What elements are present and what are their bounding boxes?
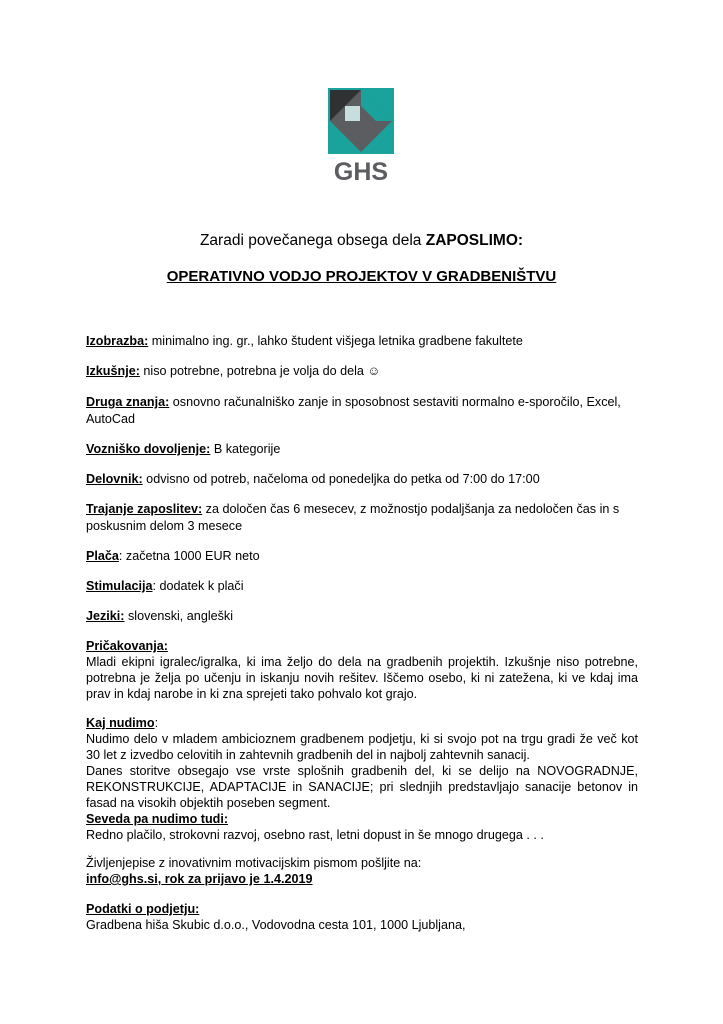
section-izkusnje [86,363,638,379]
label-trajanje: Trajanje zaposlitev: [86,502,203,516]
label-seveda: Seveda pa nudimo tudi: [86,812,229,826]
section-zivljenjepis [86,855,638,887]
label-jeziki: Jeziki: [86,609,125,623]
text-pricakovanja: Mladi ekipni igralec/igralka, ki ima željo do dela na gradbenih projektih. Izkušnje niso potrebne, potrebna je želja po učenju in iskanju novih rešitev. Iščemo osebo, ki ni zatežena, ki ve kdaj ima prav in kdaj narobe in ki zna sprejeti tako pohvalo kot grajo. [86,655,638,701]
text-trajanje: za določen čas 6 mesecev, z možnostjo podaljšanja za nedoločen čas in s poskusnim delom 3 mesece [86,502,620,533]
headline-intro: Zaradi povečanega obsega dela [199,232,426,249]
text-jeziki: slovenski, angleški [124,609,234,623]
section-trajanje [86,501,638,535]
label-delovnik: Delovnik: [86,472,143,486]
text-placa: : začetna 1000 EUR neto [118,549,260,563]
section-placa [86,548,638,564]
label-podatki: Podatki o podjetju: [86,902,200,916]
section-delovnik [86,471,638,487]
text-zivljenjepis: Življenjepise z inovativnim motivacijskim pismom pošljite na: [86,856,422,870]
section-izobrazba [86,333,638,349]
deadline-text: rok za prijavo je 1.4.2019 [161,872,313,886]
text-seveda: Redno plačilo, strokovni razvoj, osebno rast, letni dopust in še mnogo drugega . . . [86,828,544,842]
text-izkusnje: niso potrebne, potrebna je volja do dela ☺ [139,364,381,378]
section-vozniško [86,441,638,457]
separator: , [157,872,162,886]
job-title: OPERATIVNO VODJO PROJEKTOV V GRADBENIŠTVU [166,268,557,285]
section-druga-znanja [86,394,638,428]
section-jeziki [86,608,638,624]
text-kaj-nudimo-p2: Danes storitve obsegajo vse vrste splošnih gradbenih del, ki se delijo na NOVOGRADNJE, REKONSTRUKCIJE, ADAPTACIJE in SANACIJE; pri slednjih predstavljajo sanacije betonov in fasad na visokih objektih poseben segment. [86,764,638,810]
label-pricakovanja: Pričakovanja: [86,639,168,653]
text-delovnik: odvisno od potreb, načeloma od ponedeljka do petka od 7:00 do 17:00 [142,472,540,486]
label-vozniško: Vozniško dovoljenje: [86,442,211,456]
label-druga-znanja: Druga znanja: [86,395,170,409]
label-kaj-nudimo-colon: : [154,716,159,730]
text-stimulacija: : dodatek k plači [152,579,244,593]
text-vozniško: B kategorije [210,442,281,456]
text-kaj-nudimo-p1: Nudimo delo v mladem ambicioznem gradbenem podjetju, ki si svojo pot na trgu gradi že več kot 30 let z izvedbo celovitih in zahtevnih gradbenih del in najbolj zahtevnih sanacij. [86,732,638,762]
section-stimulacija [86,578,638,594]
label-kaj-nudimo: Kaj nudimo [86,716,155,730]
logo-text: GHS [333,158,389,182]
headline [0,232,723,250]
section-kaj-nudimo [86,715,638,843]
label-stimulacija: Stimulacija [86,579,153,593]
text-druga-znanja: osnovno računalniško zanje in sposobnost sestaviti normalno e-sporočilo, Excel, AutoCad [86,395,621,426]
label-placa: Plača [86,549,119,563]
section-podatki [86,901,638,933]
text-podatki: Gradbena hiša Skubic d.o.o., Vodovodna cesta 101, 1000 Ljubljana, [86,918,466,932]
logo-light-square [345,106,360,121]
email-link[interactable]: info@ghs.si [86,872,158,886]
headline-emphasis: ZAPOSLIMO: [425,232,524,249]
ghs-logo [328,88,394,182]
text-izobrazba: minimalno ing. gr., lahko študent višjega letnika gradbene fakultete [148,334,523,348]
section-pricakovanja [86,638,638,702]
label-izkusnje: Izkušnje: [86,364,140,378]
label-izobrazba: Izobrazba: [86,334,149,348]
